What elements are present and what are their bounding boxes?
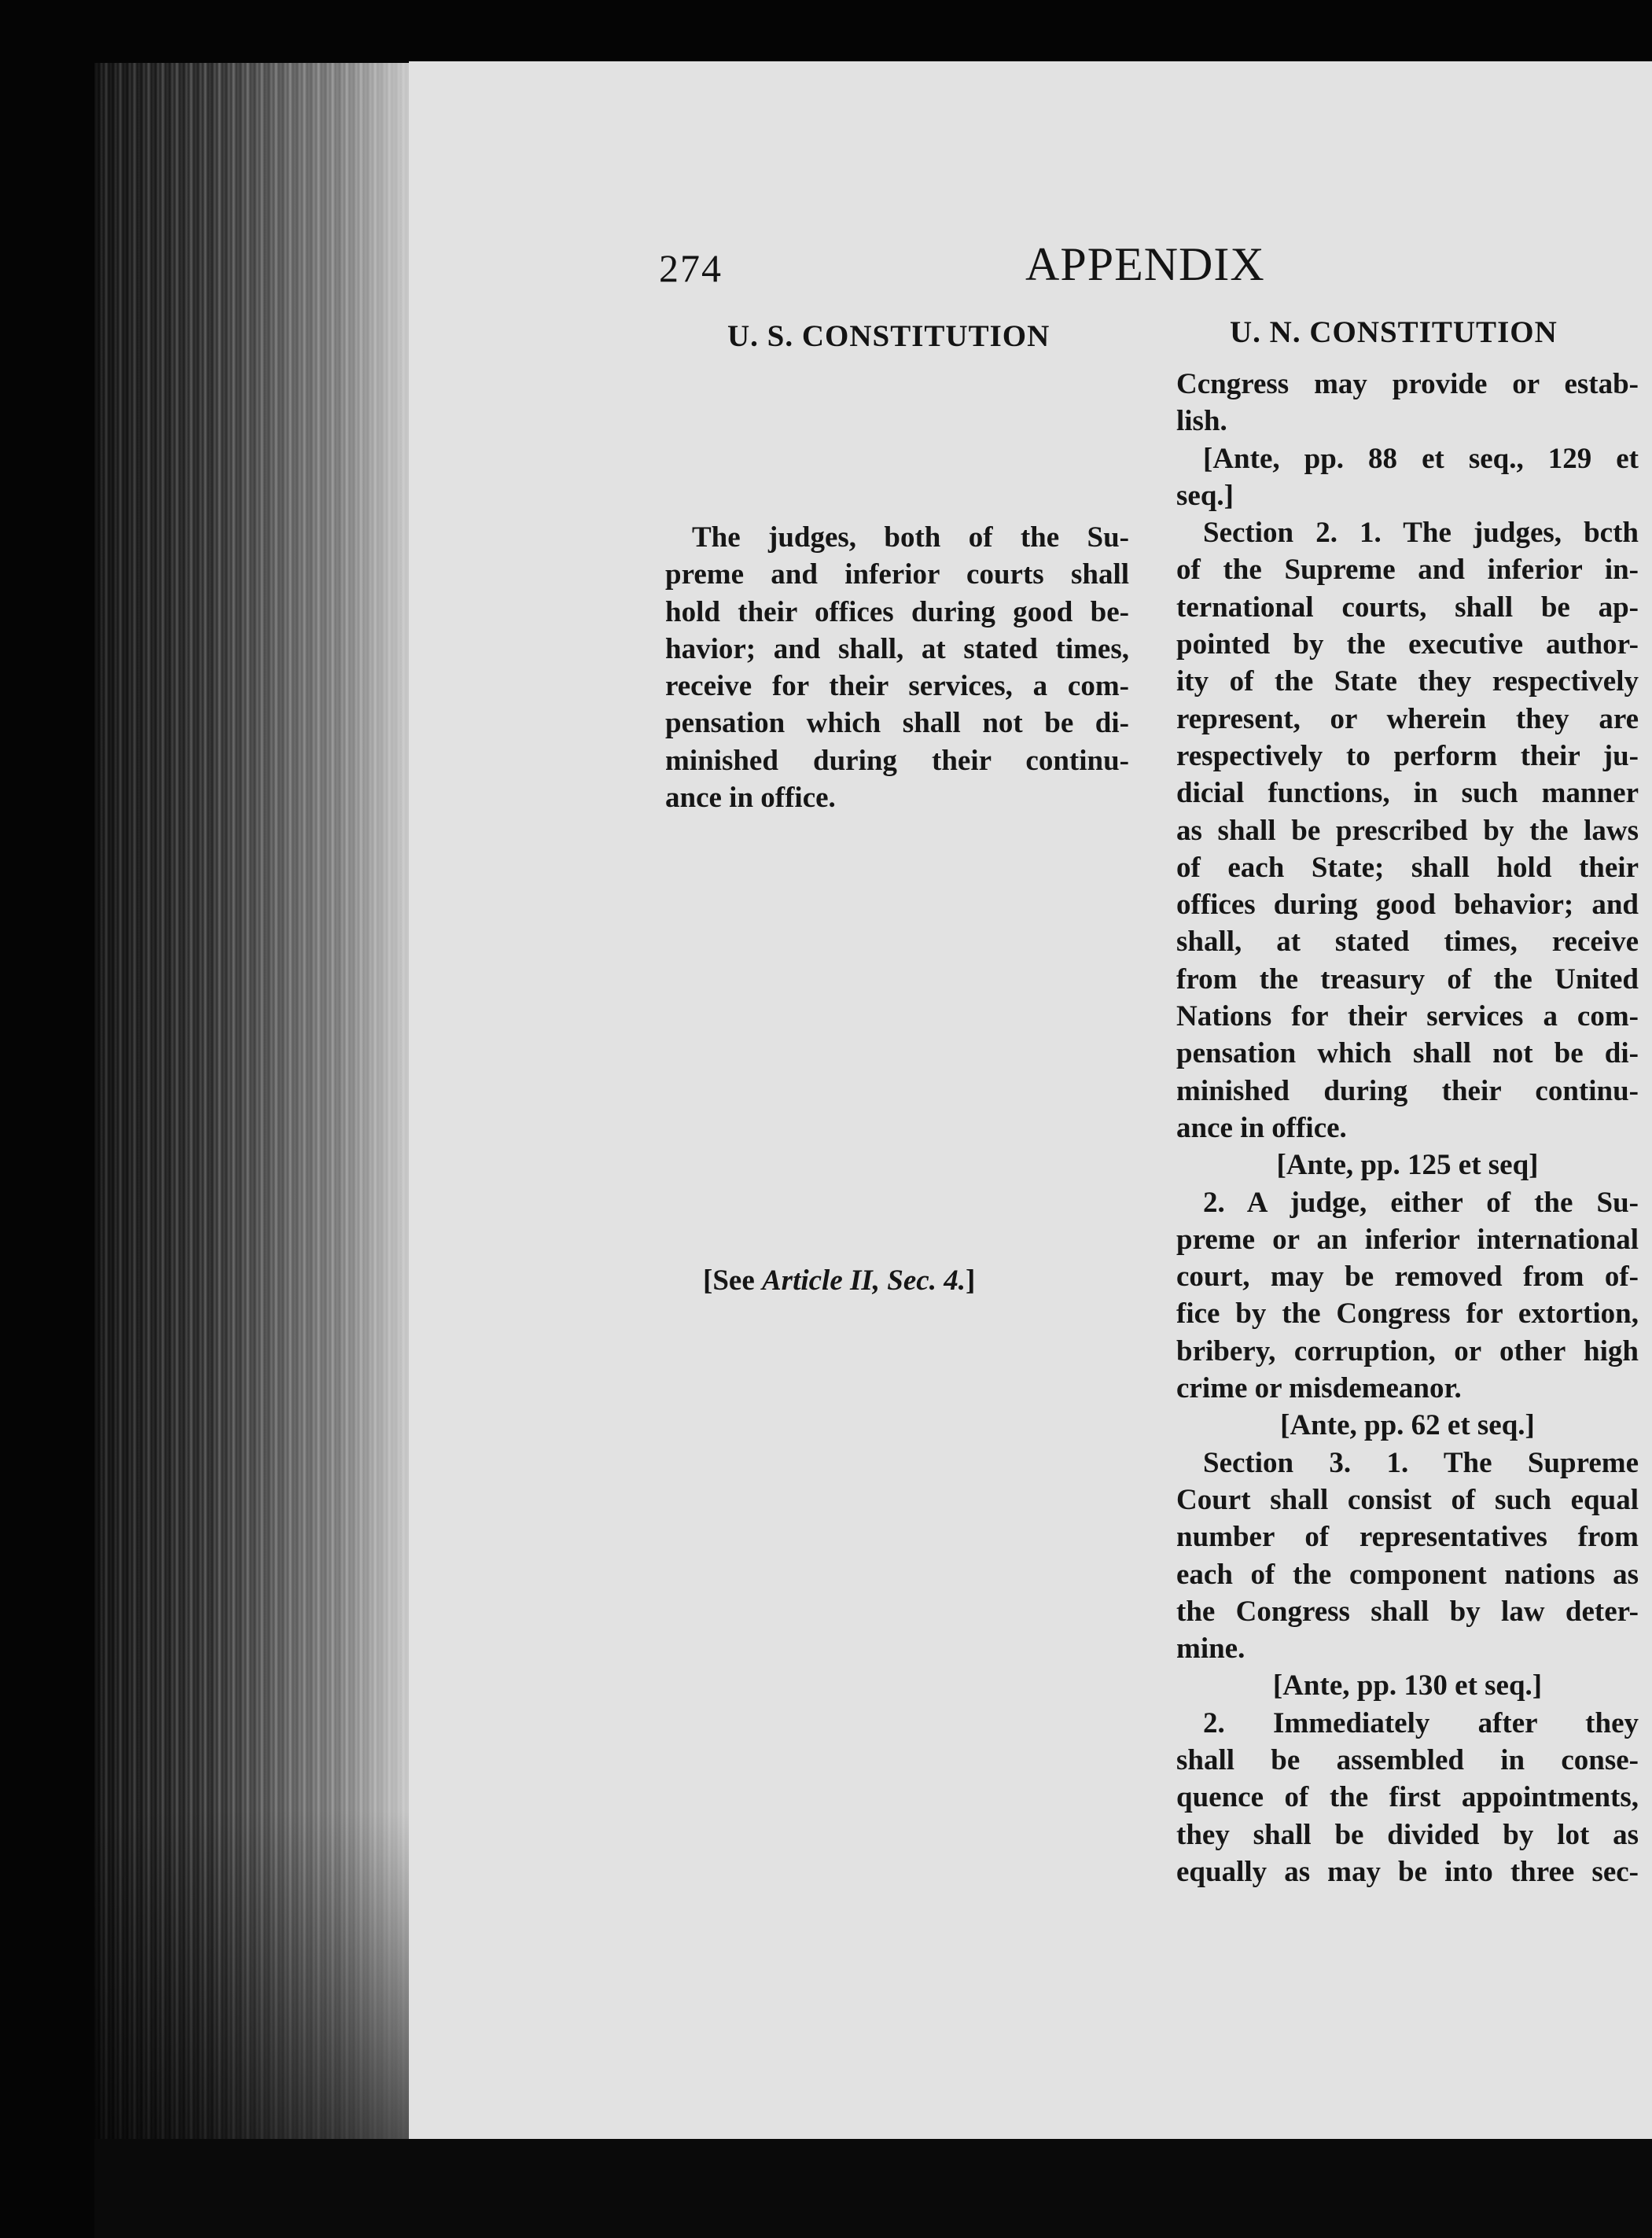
text-line: Court shall consist of such equal [1176, 1483, 1639, 1516]
text-line: minished during their continu- [1176, 1074, 1639, 1107]
reference-prefix: [See [703, 1264, 762, 1297]
text-line: [Ante, pp. 62 et seq.] [1280, 1409, 1535, 1442]
text-line: pointed by the executive author- [1176, 628, 1639, 661]
text-line: preme and inferior courts shall [665, 558, 1129, 591]
text-line: preme or an inferior international [1176, 1223, 1639, 1256]
text-line: offices during good behavior; and [1176, 889, 1639, 922]
text-line: pensation which shall not be di- [665, 707, 1129, 740]
right-column-heading: U. N. CONSTITUTION [1230, 315, 1558, 349]
text-line: of each State; shall hold their [1176, 851, 1639, 884]
text-line: respectively to perform their ju- [1176, 739, 1639, 772]
text-line: receive for their services, a com- [665, 670, 1129, 703]
text-line: the Congress shall by law deter- [1176, 1595, 1639, 1628]
see-reference [703, 1264, 975, 1298]
text-line: number of representatives from [1176, 1521, 1639, 1554]
text-line: quence of the first appointments, [1176, 1781, 1639, 1814]
right-column-text [1176, 366, 1639, 1890]
text-line: each of the component nations as [1176, 1558, 1639, 1591]
text-line: 2. A judge, either of the Su- [1203, 1186, 1639, 1219]
text-line: shall be assembled in conse- [1176, 1743, 1639, 1776]
text-line: ternational courts, shall be ap- [1176, 591, 1639, 624]
text-line: bribery, corruption, or other high [1176, 1334, 1639, 1367]
text-line: The judges, both of the Su- [692, 521, 1129, 554]
text-line: from the treasury of the United [1176, 963, 1639, 996]
text-line: Section 2. 1. The judges, bcth [1203, 517, 1639, 550]
text-line: lish. [1176, 405, 1227, 438]
text-line: [Ante, pp. 125 et seq] [1276, 1149, 1539, 1182]
text-line: ance in office. [665, 782, 836, 815]
text-line: they shall be divided by lot as [1176, 1818, 1639, 1851]
text-line: ance in office. [1176, 1111, 1347, 1144]
text-line: Ccngress may provide or estab- [1176, 368, 1639, 400]
page-edges-bottom-shadow [94, 1809, 425, 2139]
text-line: ity of the State they respectively [1176, 665, 1639, 698]
scan-bottom-border [94, 2139, 1652, 2238]
page-number: 274 [659, 246, 723, 290]
left-column-heading: U. S. CONSTITUTION [727, 319, 1050, 353]
text-line: Section 3. 1. The Supreme [1203, 1446, 1639, 1479]
page-title: APPENDIX [1025, 238, 1265, 290]
text-line: minished during their continu- [665, 744, 1129, 777]
text-line: equally as may be into three sec- [1176, 1855, 1639, 1888]
text-line: hold their offices during good be- [665, 595, 1129, 628]
text-line: represent, or wherein they are [1176, 702, 1639, 735]
text-line: [Ante, pp. 130 et seq.] [1272, 1669, 1543, 1702]
text-line: of the Supreme and inferior in- [1176, 554, 1639, 587]
text-line: fice by the Congress for extortion, [1176, 1298, 1639, 1331]
reference-suffix: ] [965, 1264, 976, 1297]
text-line: court, may be removed from of- [1176, 1261, 1639, 1294]
text-line: mine. [1176, 1632, 1245, 1666]
text-line: pensation which shall not be di- [1176, 1037, 1639, 1070]
text-line: seq.] [1176, 479, 1234, 512]
text-line: [Ante, pp. 88 et seq., 129 et [1203, 442, 1639, 475]
reference-article: Article II, Sec. 4. [762, 1264, 966, 1297]
text-line: 2. Immediately after they [1203, 1706, 1639, 1739]
text-line: as shall be prescribed by the laws [1176, 814, 1639, 847]
text-line: shall, at stated times, receive [1176, 926, 1639, 959]
text-line: crime or misdemeanor. [1176, 1372, 1462, 1405]
text-line: Nations for their services a com- [1176, 1000, 1639, 1033]
text-line: dicial functions, in such manner [1176, 777, 1639, 810]
text-line: havior; and shall, at stated times, [665, 632, 1129, 665]
left-column-text [665, 519, 1129, 816]
